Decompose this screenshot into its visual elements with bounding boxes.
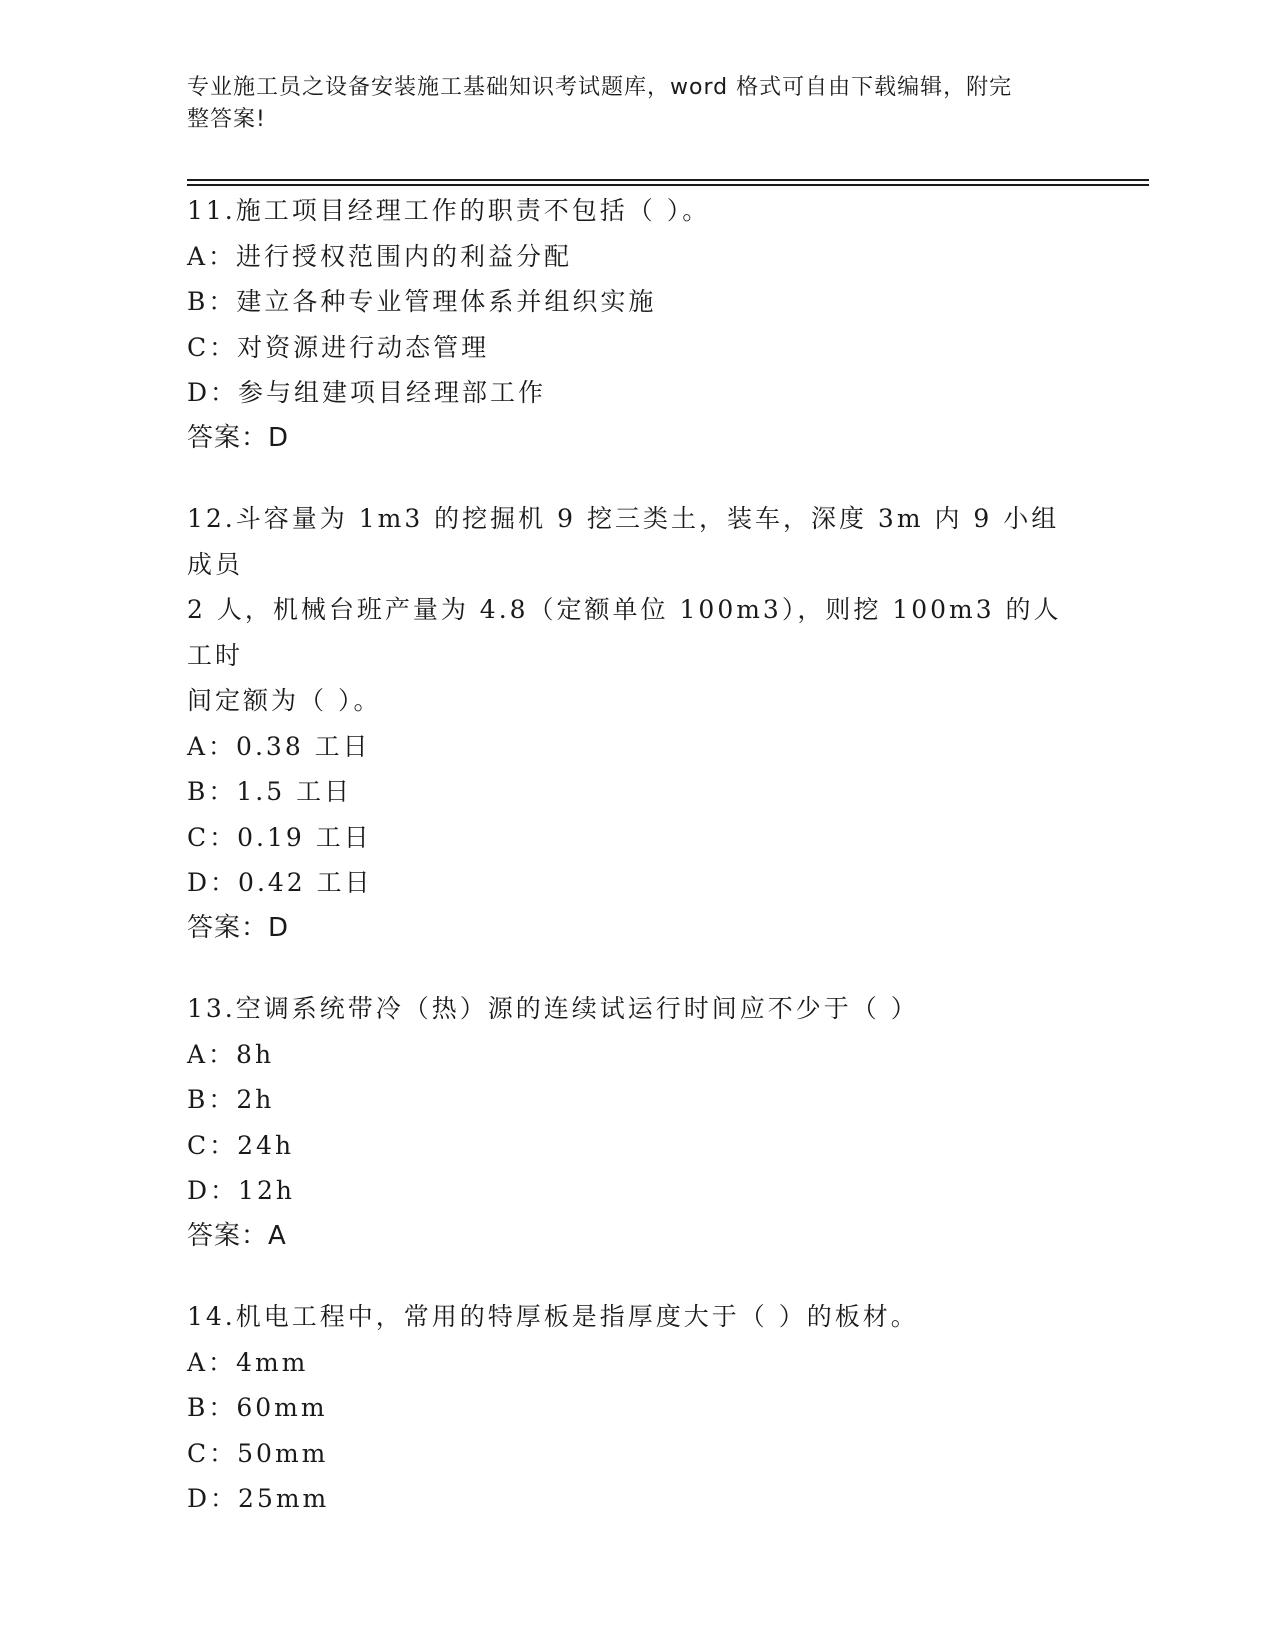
- option-d: D：25mm: [187, 1484, 330, 1513]
- question-stem: 11.施工项目经理工作的职责不包括（ ）。: [187, 196, 711, 225]
- document-header: [187, 72, 1067, 136]
- header-line-2: 整答案!: [187, 107, 266, 132]
- question-stem-line-3: 间定额为（ ）。: [187, 686, 382, 715]
- option-a: A：4mm: [187, 1347, 309, 1377]
- question-stem: 13.空调系统带冷（热）源的连续试运行时间应不少于（ ）: [187, 994, 919, 1023]
- answer-line: 答案：D: [187, 912, 290, 943]
- option-d: D：12h: [187, 1176, 295, 1205]
- option-c: C：24h: [187, 1130, 295, 1160]
- option-d: D：参与组建项目经理部工作: [187, 378, 547, 407]
- option-b: B：60mm: [187, 1393, 328, 1422]
- option-b: B：1.5 工日: [187, 777, 353, 806]
- header-divider-top: [187, 179, 1149, 181]
- option-c: C：对资源进行动态管理: [187, 332, 490, 362]
- option-c: C：50mm: [187, 1438, 329, 1468]
- option-a: A：8h: [187, 1039, 275, 1069]
- question-list: [187, 187, 1087, 1556]
- question-stem: 14.机电工程中，常用的特厚板是指厚度大于（ ）的板材。: [187, 1302, 919, 1331]
- option-c: C：0.19 工日: [187, 822, 372, 852]
- question-stem-line-1: 12.斗容量为 1m3 的挖掘机 9 挖三类土，装车，深度 3m 内 9 小组成员: [187, 504, 1060, 579]
- answer-line: 答案：A: [187, 1220, 287, 1251]
- answer-line: 答案：D: [187, 422, 290, 453]
- option-b: B：建立各种专业管理体系并组织实施: [187, 287, 657, 316]
- header-line-1: 专业施工员之设备安装施工基础知识考试题库，word 格式可自由下载编辑，附完: [187, 75, 1013, 100]
- option-d: D：0.42 工日: [187, 868, 373, 897]
- question-11: [187, 187, 1087, 461]
- question-stem-line-2: 2 人，机械台班产量为 4.8（定额单位 100m3），则挖 100m3 的人工时: [187, 595, 1062, 670]
- option-a: A：进行授权范围内的利益分配: [187, 241, 573, 271]
- option-b: B：2h: [187, 1085, 275, 1114]
- question-12: [187, 495, 1087, 951]
- header-divider-bottom: [187, 184, 1149, 186]
- option-a: A：0.38 工日: [187, 731, 371, 761]
- question-13: [187, 985, 1087, 1259]
- question-stem: [187, 495, 1087, 724]
- question-14: [187, 1293, 1087, 1522]
